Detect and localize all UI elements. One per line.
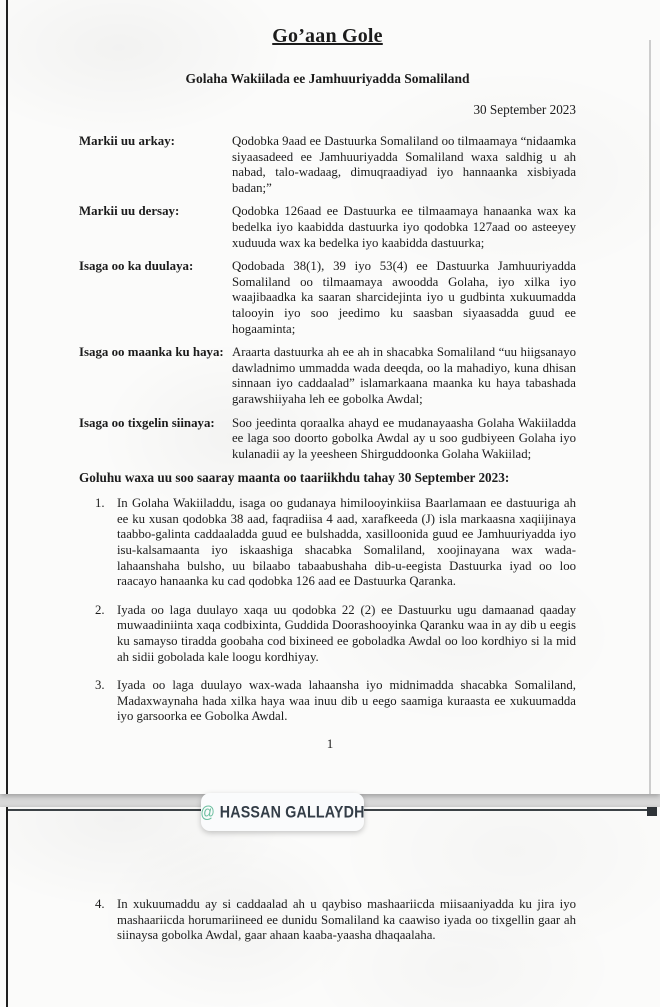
document-subtitle: Golaha Wakiilada ee Jamhuuriyadda Somaliland	[185, 71, 470, 86]
document-title: Go’aan Gole	[272, 25, 383, 47]
clause-label: Isaga oo tixgelin siinaya:	[79, 415, 215, 430]
clause-isaga-oo-tixgelin-siinaya	[79, 416, 576, 463]
item-text: Iyada oo laga duulayo xaqa uu qodobka 22 (2) ee Dastuurku ugu damaanad qaaday muwaadiniinta xaqa codbixinta, Guddida Doorashooyinka Qaranku waa in ay dib u eegis ku samayso tiradda goobaha cod bixineed ee goboladka Awdal oo loo kordhiyo si la mid ah sidii gobolada kale loogu kordhiyay.	[117, 602, 576, 664]
clause-text: Soo jeedinta qoraalka ahayd ee mudanayaasha Golaha Wakiiladda ee laga soo doorto gobolka Awdal ay u soo gudbiyeen Golaha iyo kulanadii ay la yeesheen Shirguddoonka Golaha Wakiilad;	[232, 415, 576, 461]
clause-markii-uu-dersay	[79, 204, 576, 251]
resolution-item-4	[95, 897, 576, 944]
resolution-item-1	[95, 496, 576, 590]
item-text: Iyada oo laga duulayo wax-wada lahaansha iyo midnimadda shacabka Somaliland, Madaxwaynaha hada xilka haya waa inuu dib u eego saamiga kuraasta ee xukuumadda iyo garsoorka ee Gobolka Awdal.	[117, 678, 576, 724]
watermark-badge	[201, 793, 364, 831]
clause-text: Qodobka 9aad ee Dastuurka Somaliland oo tilmaamaya “nidaamka siyaasadeed ee Jamhuuriyadda Somaliland waxa saldhig u ah nabad, talo-wadaag, dimuqraadiyad iyo hannaanka xisbiyada badan;”	[232, 134, 576, 195]
clause-text: Qodobka 126aad ee Dastuurka ee tilmaamaya hanaanka wax ka bedelka iyo kaabidda dastuurka iyo qodobka 127aad oo asteeyey xuduuda wax ka bedelka iyo kaabidda dastuurka;	[232, 204, 576, 250]
scan-corner-mark	[647, 807, 657, 816]
resolution-items	[79, 496, 576, 725]
clause-isaga-oo-ka-duulaya	[79, 259, 576, 337]
resolution-item-3	[95, 678, 576, 725]
scan-edge-right	[649, 40, 651, 794]
clause-label: Isaga oo maanka ku haya:	[79, 345, 224, 360]
item-number: 3.	[95, 678, 105, 693]
item-text: In xukuumaddu ay si caddaalad ah u qaybiso mashaariicda miisaaniyadda ku jira iyo mashaariicda horumariineed ee dunidu Somaliland ka caawiso iyada oo tixgellin gaar ah siinaysa gobolka Awdal, gaar ahaan kaaba-yaasha dhaqaalaha.	[117, 897, 576, 943]
watermark-name: HASSAN GALLAYDH	[219, 802, 365, 822]
resolution-heading: Goluhu waxa uu soo saaray maanta oo taariikhdu tahay 30 September 2023:	[79, 470, 510, 486]
clause-text: Qodobada 38(1), 39 iyo 53(4) ee Dastuurka Jamhuuriyadda Somaliland oo tilmaamaya awoodda Golaha, iyo xilka iyo waajibaadka ka saaran sharcidejinta iyo u gudbinta xukuumadda talooyin iyo soo jeedimo ku saasban siyaasadda guud ee hogaaminta;	[232, 259, 576, 336]
resolution-item-2	[95, 603, 576, 665]
clause-isaga-oo-maanka-ku-haya	[79, 345, 576, 407]
item-number: 4.	[95, 897, 105, 911]
page-number: 1	[326, 736, 334, 751]
at-icon: @	[200, 802, 216, 822]
clause-label: Markii uu dersay:	[79, 204, 180, 219]
item-text: In Golaha Wakiiladdu, isaga oo gudanaya himilooyinkiisa Baarlamaan ee dastuuriga ah ee ku xusan qodobka 38 aad, faqradiisa 4 aad, xarafkeeda (J) isla markaasna xaqiijinaya taabbo-galinta caddaaladda guud ee bulshadda, xasilloonida guud ee Jamhuuriyadda iyo isu-kalsamaanta iyo iskaashiga shacabka Somaliland, xoojinayana wax wada-lahaanshaha bulsho, uu bilaabo tabaabushaha dib-u-eegista Dastuurka iyad oo loo raacayo hanaanka ku cad qodobka 126 aad ee Dastuurka Qaranka.	[117, 496, 576, 589]
item-number: 2.	[95, 602, 105, 617]
item-number: 1.	[95, 496, 105, 511]
scan-edge-left	[6, 0, 8, 794]
scan-edge-left	[6, 807, 8, 1007]
clause-label: Markii uu arkay:	[79, 134, 175, 148]
clause-text: Araarta dastuurka ah ee ah in shacabka Somaliland “uu hiigsanayo dawladnimo ummadda wada deeqda, oo la mahadiyo, kuna dhisan sinnaan iyo caddaalad” islamarkaana maanka ku haya tabashada garawshiiyaha leh ee gobolka Awdal;	[232, 345, 576, 406]
clause-label: Isaga oo ka duulaya:	[79, 259, 194, 274]
document-date: 30 September 2023	[473, 102, 576, 117]
clause-markii-uu-arkay	[79, 134, 576, 196]
watermark-text	[200, 803, 364, 822]
document-page-2	[0, 807, 660, 1007]
preamble-clauses	[79, 134, 576, 462]
